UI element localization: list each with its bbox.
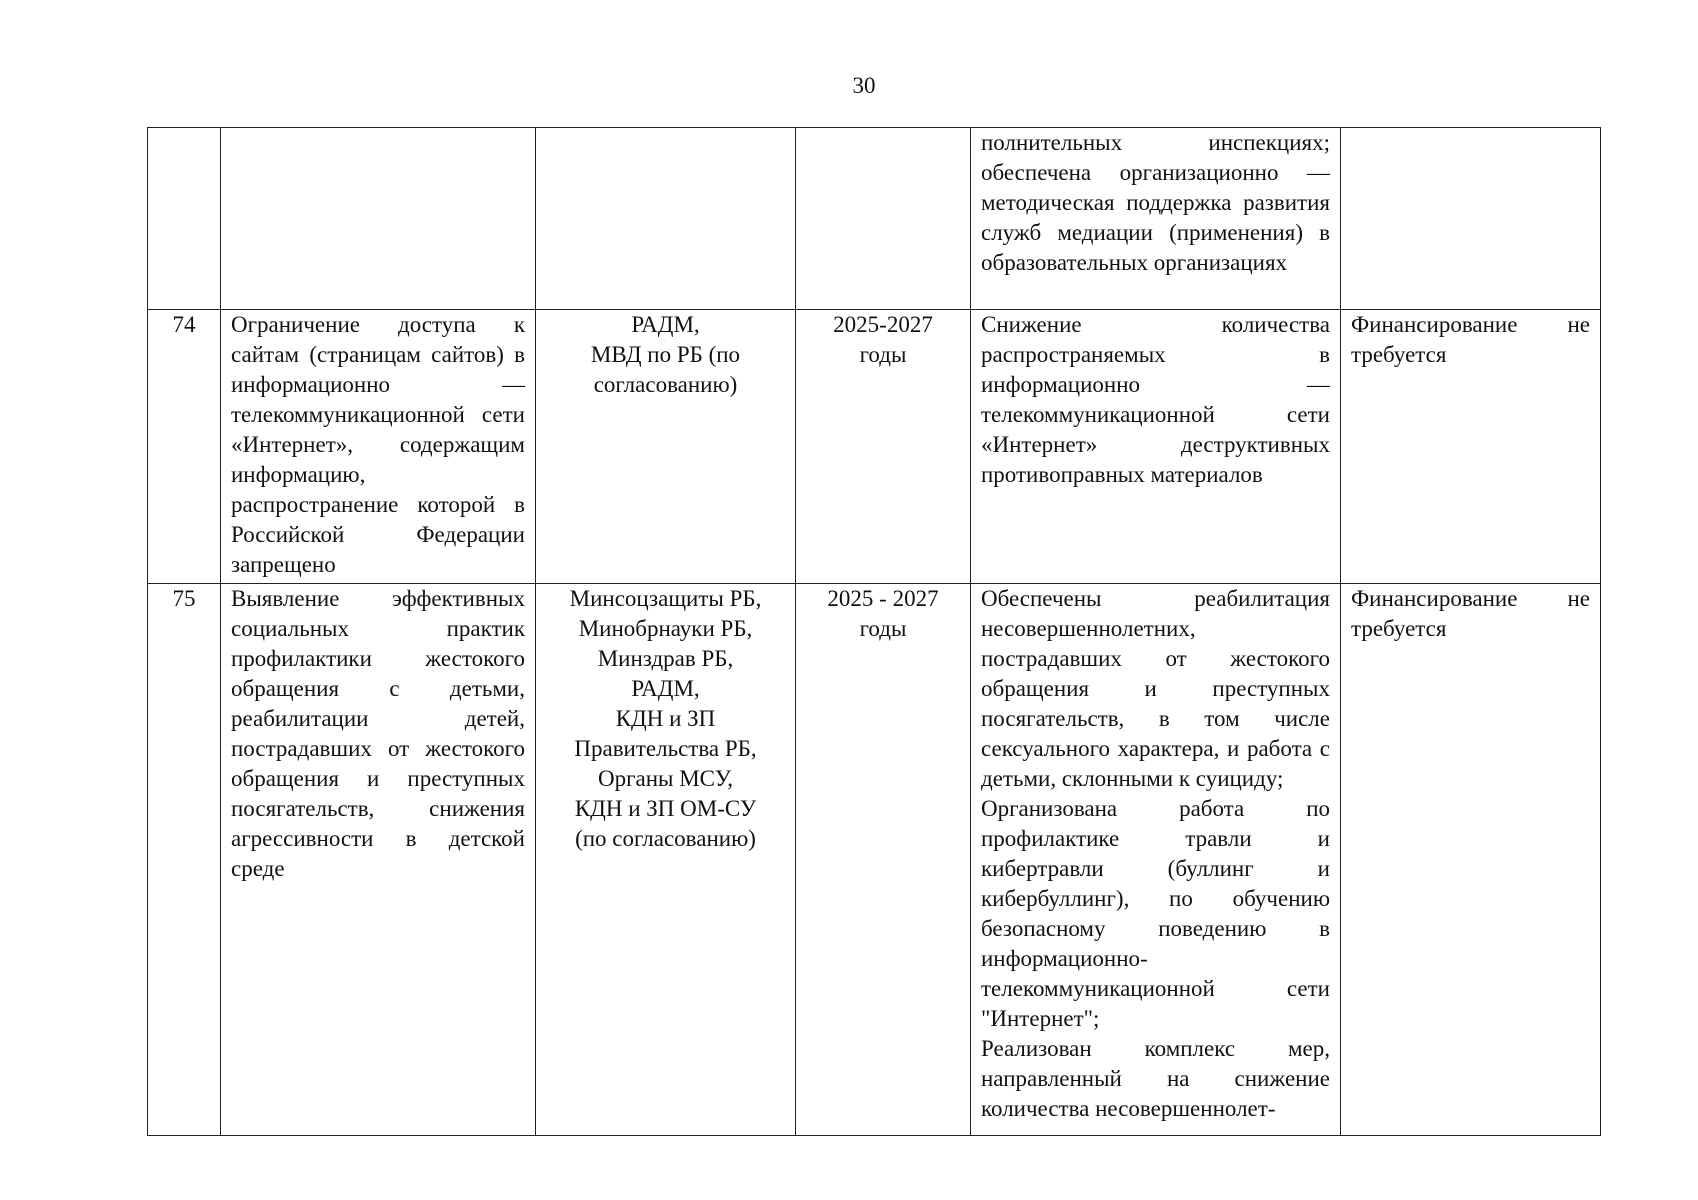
cell-financing: Финансирование не требуется <box>1341 584 1601 1136</box>
table-row <box>148 584 1601 1136</box>
measures-table <box>147 127 1601 1136</box>
cell-number: 74 <box>148 310 221 584</box>
table-row <box>148 310 1601 584</box>
page-number: 30 <box>852 73 876 98</box>
cell-responsible: РАДМ, МВД по РБ (по согласованию) <box>536 310 796 584</box>
table-row-continuation <box>148 128 1601 310</box>
cell-responsible <box>536 128 796 310</box>
cell-period <box>796 128 971 310</box>
cell-period: 2025 - 2027 годы <box>796 584 971 1136</box>
cell-number: 75 <box>148 584 221 1136</box>
cell-measure-name: Выявление эффективных социальных практик профилактики жестокого обращения с детьми, реабилитации детей, пострадавших от жестокого обращения и преступных посягательств, снижения агрессивности в детской среде <box>221 584 536 1136</box>
cell-financing: Финансирование не требуется <box>1341 310 1601 584</box>
cell-number <box>148 128 221 310</box>
cell-expected-result: полнительных инспекциях; обеспечена организационно — методическая поддержка развития служб медиации (применения) в образовательных организациях <box>971 128 1341 310</box>
cell-responsible: Минсоцзащиты РБ, Минобрнауки РБ, Минздрав РБ, РАДМ, КДН и ЗП Правительства РБ, Органы МСУ, КДН и ЗП ОМ-СУ (по согласованию) <box>536 584 796 1136</box>
cell-expected-result: Снижение количества распространяемых в информационно — телекоммуникационной сети «Интернет» деструктивных противоправных материалов <box>971 310 1341 584</box>
cell-expected-result: Обеспечены реабилитация несовершеннолетних, пострадавших от жестокого обращения и преступных посягательств, в том числе сексуального характера, и работа с детьми, склонными к суициду; Организована работа по профилактике травли и кибертравли (буллинг и кибербуллинг), по обучению безопасному поведению в информационно-телекоммуникационной сети "Интернет"; Реализован комплекс мер, направленный на снижение количества несовершеннолет- <box>971 584 1341 1136</box>
cell-period: 2025-2027 годы <box>796 310 971 584</box>
cell-measure-name <box>221 128 536 310</box>
cell-measure-name: Ограничение доступа к сайтам (страницам сайтов) в информационно — телекоммуникационной сети «Интернет», содержащим информацию, распространение которой в Российской Федерации запрещено <box>221 310 536 584</box>
cell-financing <box>1341 128 1601 310</box>
